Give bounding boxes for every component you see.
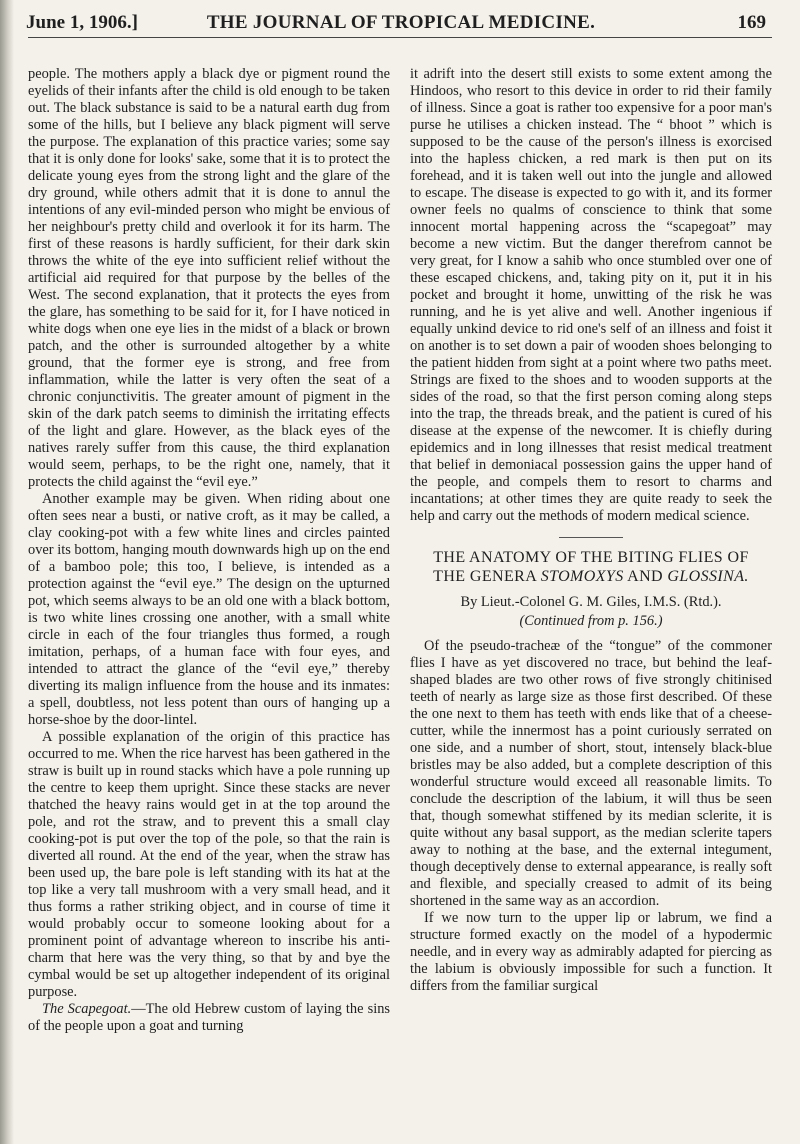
paragraph: people. The mothers apply a black dye or pigment round the eyelids of their infants after the child is old enough to be taken out. The black substance is said to be a natural earth dug from some of the hills, but I believe any black pigment will serve the purpose. The explanation of this practice varies; some say that it is only done for looks' sake, some that it is to protect the delicate young eyes from the strong light and the glare of the dry ground, while others admit that it is done to annul the intentions of any evil-minded person who might be envious of her neighbour's pretty child and overlook it for its harm. The first of these reasons is hardly sufficient, for their dark skin throws the white of the eye into sufficient relief without the artificial aid required for that purpose by the belles of the West. The second explanation, that it protects the eyes from the glare, has something to be said for it, for I have noticed in white dogs when one eye lies in the midst of a black or brown patch, and the other is surrounded altogether by a white ground, that the former eye is strong, and free from inflammation, while the latter is very often the seat of a chronic conjunctivitis. The greater amount of pigment in the skin of the dark patch seems to diminish the irritating effects of the light and glare. However, as the black eyes of the natives rarely suffer from this cause, the third explanation would seem, perhaps, to be the right one, namely, that it protects the child against the “evil eye.” [28,66,390,490]
issue-date: June 1, 1906.] [26,12,138,33]
article-title [410,548,772,586]
title-prefix: THE GENERA [433,568,537,585]
genus-stomoxys: STOMOXYS [540,568,624,585]
article-title-line-1: THE ANATOMY OF THE BITING FLIES OF [433,549,749,566]
scapegoat-heading: The Scapegoat. [42,1001,132,1017]
left-column [28,66,390,1035]
byline: By Lieut.-Colonel G. M. Giles, I.M.S. (Rtd.). [460,594,722,610]
title-and: AND [627,568,664,585]
paragraph: it adrift into the desert still exists to some extent among the Hindoos, who resort to this device in order to rid their family of illness. Since a goat is rather too expensive for a poor man's purse he utilises a chicken instead. The “ bhoot ” which is supposed to be the cause of the person's illness is exorcised into the hapless chicken, a red mark is then put on its forehead, and it is taken well out into the jungle and allowed to escape. The disease is expected to go with it, and its former owner feels no qualms of conscience to think that some innocent mortal happening across the “scapegoat” may become a new victim. But the danger therefrom cannot be very great, for I know a sahib who once stumbled over one of these escaped chickens, and, taking pity on it, put it in his pocket and brought it home, unwitting of the risk he was running, and he is yet alive and well. Another ingenious if equally unkind device to rid one's self of an illness and foist it on another is to set down a pair of wooden shoes belonging to the patient hidden from sight at a point where two paths meet. Strings are fixed to the shoes and to wooden supports at the sides of the road, so that the first person coming along steps into the trap, the threads break, and the patient is cured of his disease at the expense of the newcomer. It is chiefly during epidemics and in long illnesses that resist medical treatment that belief in demoniacal possession gains the upper hand of the people, and compels them to resort to charms and incantations; at other times they are quite ready to seek the help and carry out the methods of modern medical science. [410,66,772,524]
paragraph: A possible explanation of the origin of this practice has occurred to me. When the rice harvest has been gathered in the straw is built up in round stacks which have a pole running up the centre to keep them upright. Since these stacks are never thatched the heavy rains would get in at the top around the pole, and rot the straw, and to prevent this a small clay cooking-pot is put over the top of the pole, so that the rain is diverted all round. At the end of the year, when the straw has been used up, the bare pole is left standing with its hat at the top like a very tall mushroom with a very small head, and it thus forms a rather striking object, and in course of time it would probably occur to someone looking about for a prominent point of advantage whereon to inscribe his anti-charm that here was the very thing, so that by and bye the cymbal would be set up altogether independent of its original purpose. [28,729,390,1000]
paragraph: Of the pseudo-tracheæ of the “tongue” of the commoner flies I have as yet discovered no trace, but behind the leaf-shaped blades are two other rows of five strongly chitinised teeth of nearly as large size as those first described. Of these the one next to them has teeth with ends like that of a cheese-cutter, while the innermost has a point curiously serrated on one side, and a number of short, stout, intensely black-blue bristles may be also added, but a complete description of this wonderful structure would exceed all reasonable limits. To conclude the description of the labium, it will thus be seen that, though somewhat stiffened by its median sclerite, it is quite without any basal support, as the median sclerite tapers away to nothing at the base, and the external integument, though deceptively dense to external appearance, is really soft and flexible, and specially creased to admit of its being shortened in the same way as an accordion. [410,638,772,909]
page-number: 169 [737,12,766,33]
paragraph: Another example may be given. When riding about one often sees near a busti, or native croft, as it may be called, a clay cooking-pot with a few white lines and circles painted over its bottom, hanging mouth downwards high up on the end of a bamboo pole; this too, I believe, is intended as a protection against the “evil eye.” The design on the upturned pot, which seems always to be an old one with a black bottom, is two white lines crossing one another, with a small white circle in each of the four triangles thus formed, a rough imitation, perhaps, of a human face with four eyes, and intended to attract the glance of the “evil eye,” thereby diverting its malign influence from the house and its inmates: a spell, doubtless, not less potent than ours of hanging up a horse-shoe by the door-lintel. [28,491,390,728]
genus-glossina: GLOSSINA. [667,568,749,585]
right-column [410,66,772,995]
scapegoat-paragraph [28,1001,390,1035]
header-rule [28,37,772,38]
journal-title: THE JOURNAL OF TROPICAL MEDICINE. [206,12,596,33]
section-divider [559,537,623,538]
scapegoat-text: —The old Hebrew custom of laying the sins of the people upon a goat and turning [28,1001,390,1034]
paragraph: If we now turn to the upper lip or labrum, we find a structure formed exactly on the model of a hypodermic needle, and in every way as admirably adapted for piercing as the labium is obviously impossible for such a function. It differs from the familiar surgical [410,910,772,994]
continued-note: (Continued from p. 156.) [519,613,663,629]
continuation-block [410,66,772,525]
article-title-line-2 [410,567,772,586]
binding-gutter [0,0,14,1144]
